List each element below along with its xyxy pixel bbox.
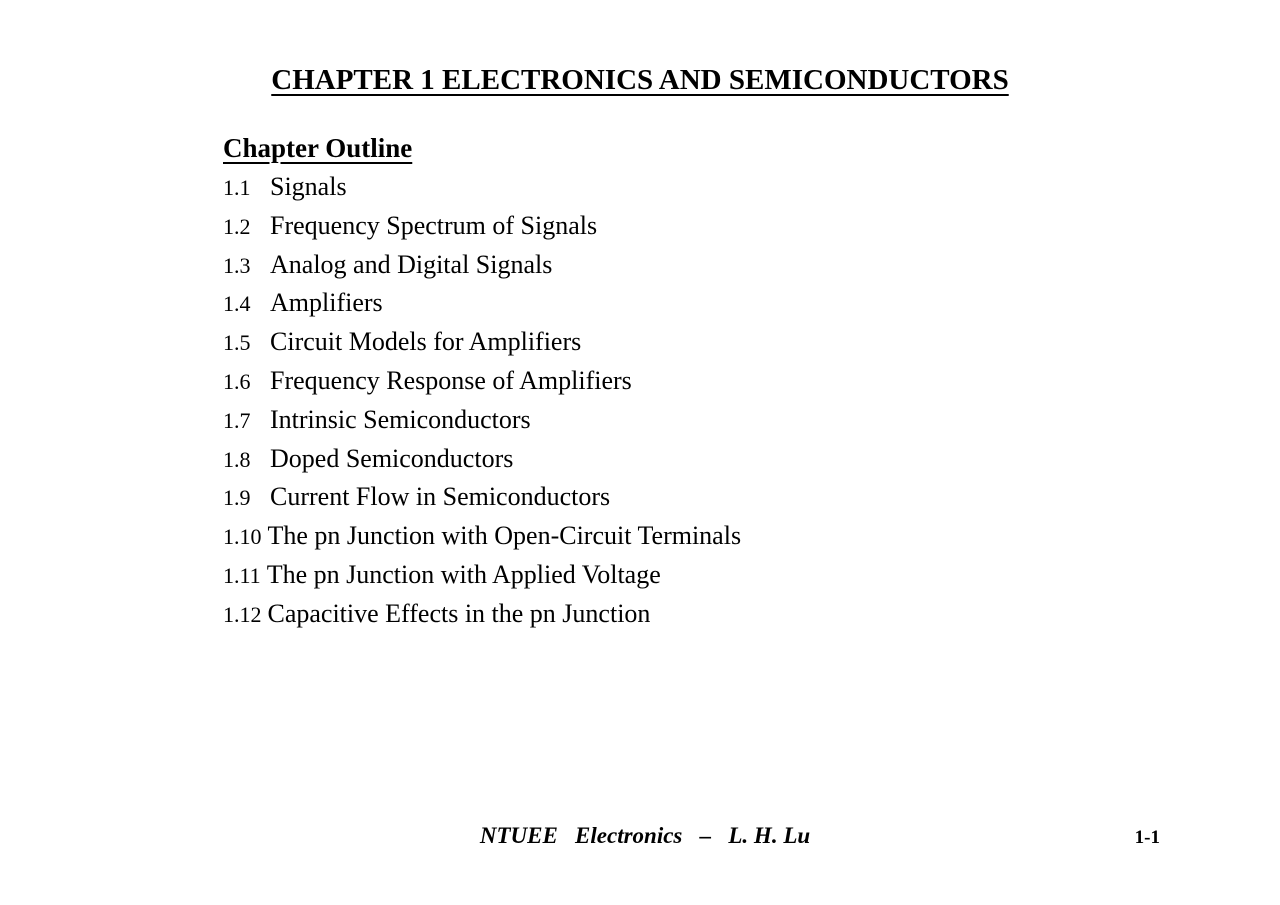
outline-item-text: Current Flow in Semiconductors — [270, 482, 611, 512]
outline-item-number: 1.3 — [223, 252, 251, 278]
outline-item-number: 1.2 — [223, 213, 251, 239]
outline-item-number: 1.8 — [223, 446, 251, 472]
outline-list — [223, 168, 741, 634]
page-number: 1-1 — [1134, 827, 1160, 848]
outline-item-text: The pn Junction with Open-Circuit Terminals — [267, 521, 742, 551]
outline-item-number: 1.6 — [223, 368, 251, 394]
outline-heading: Chapter Outline — [223, 133, 413, 163]
outline-item-number: 1.5 — [223, 330, 251, 356]
outline-item-text: Amplifiers — [270, 288, 383, 318]
outline-item-number: 1.12 — [223, 601, 262, 627]
outline-item — [223, 323, 741, 362]
outline-item — [223, 595, 741, 634]
outline-item — [223, 246, 741, 285]
outline-item-text: Doped Semiconductors — [270, 443, 514, 473]
outline-item-number: 1.1 — [223, 175, 251, 200]
outline-item — [223, 401, 741, 440]
outline-item-text: Capacitive Effects in the pn Junction — [267, 598, 651, 628]
chapter-title — [0, 62, 1280, 98]
outline-item-number: 1.10 — [223, 524, 262, 550]
outline-item-text: Frequency Spectrum of Signals — [270, 210, 598, 240]
outline-item — [223, 362, 741, 401]
outline-item — [223, 207, 741, 246]
outline-item-text: Signals — [270, 172, 347, 201]
outline-item-number: 1.9 — [223, 485, 251, 511]
outline-item — [223, 284, 741, 323]
outline-item-text: The pn Junction with Applied Voltage — [266, 559, 661, 589]
footer-course: NTUEE Electronics – L. H. Lu — [479, 823, 811, 848]
outline-item — [223, 168, 741, 207]
outline-item — [223, 478, 741, 517]
outline-item — [223, 517, 741, 556]
outline-item-text: Circuit Models for Amplifiers — [270, 327, 582, 357]
outline-item-number: 1.7 — [223, 407, 251, 433]
outline-item-text: Frequency Response of Amplifiers — [270, 365, 632, 395]
outline-item-number: 1.11 — [223, 562, 261, 588]
outline-item — [223, 440, 741, 479]
outline-item-text: Intrinsic Semiconductors — [270, 404, 531, 434]
chapter-title-text: CHAPTER 1 ELECTRONICS AND SEMICONDUCTORS — [271, 64, 1009, 96]
outline-item-number: 1.4 — [223, 291, 251, 317]
outline-item-text: Analog and Digital Signals — [270, 249, 553, 279]
outline-item — [223, 556, 741, 595]
chapter-outline — [223, 130, 741, 634]
